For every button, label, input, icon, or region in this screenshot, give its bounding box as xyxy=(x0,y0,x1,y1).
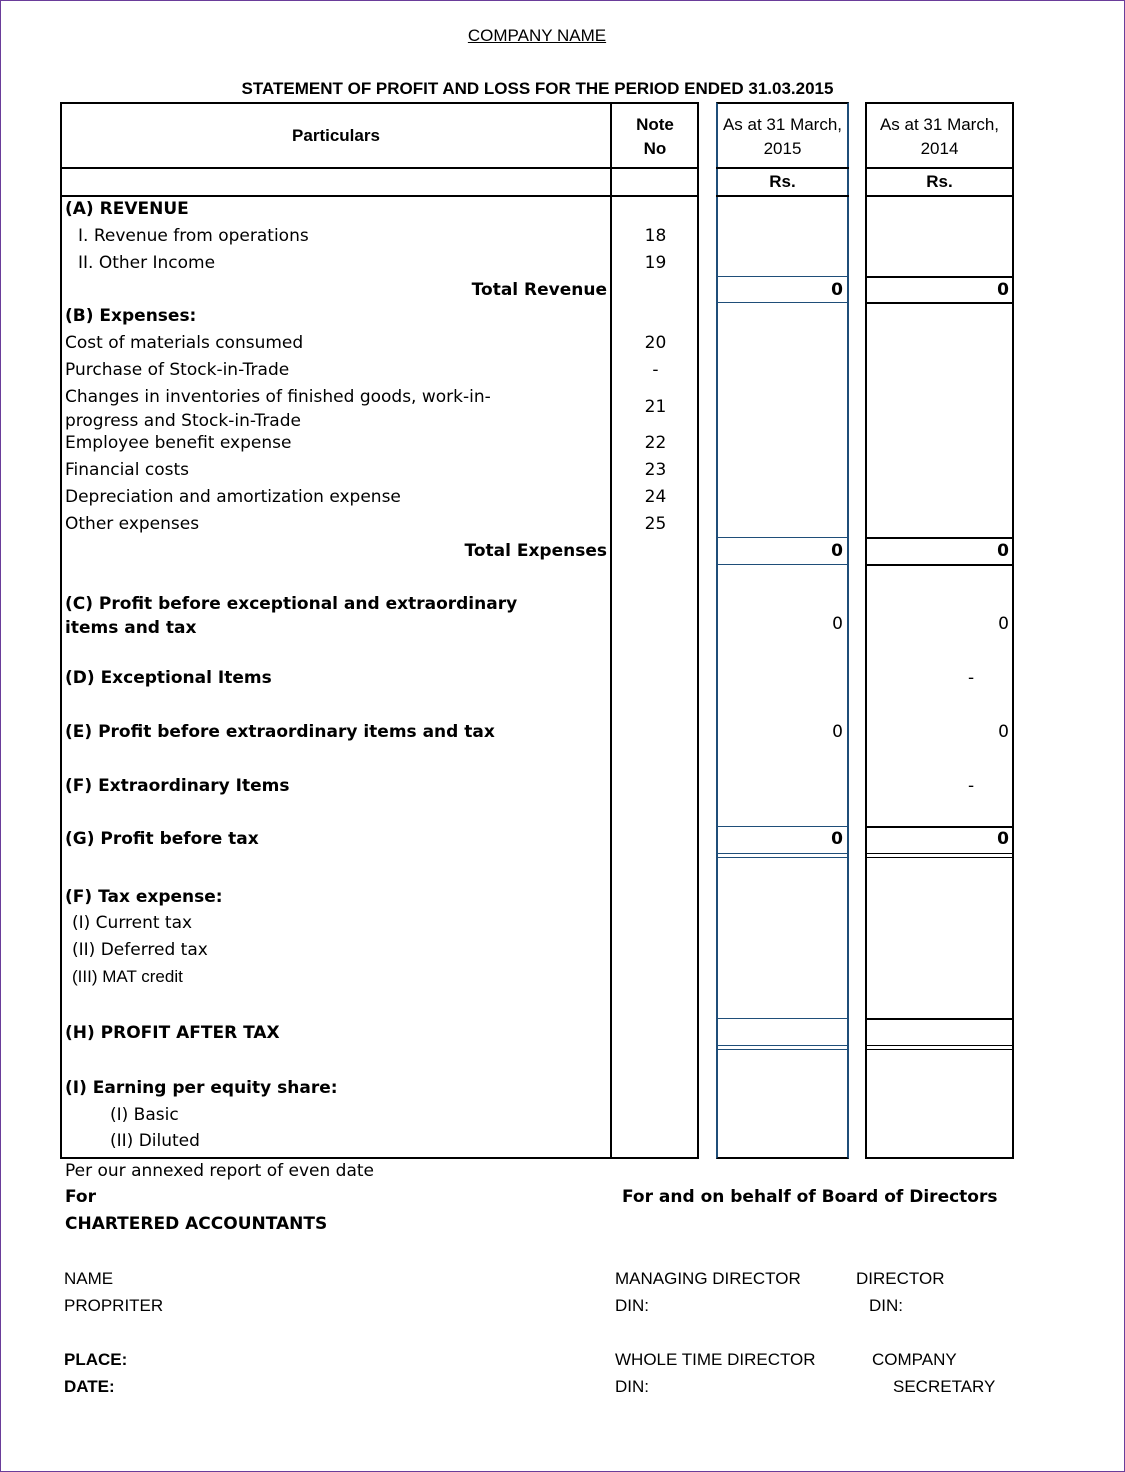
expense-item-note: 23 xyxy=(644,460,667,480)
col2014-header-divider xyxy=(865,167,1014,169)
expense-item-note: - xyxy=(652,360,659,380)
place-label: PLACE: xyxy=(64,1350,128,1369)
expense-item-label: Purchase of Stock-in-Trade xyxy=(65,360,290,380)
rs-divider xyxy=(60,195,699,197)
total-revenue-line-top-2014 xyxy=(865,276,1014,278)
pbt-line-top-2014 xyxy=(865,826,1014,828)
total-expenses-line-top-2015 xyxy=(716,537,849,538)
header-particulars: Particulars xyxy=(292,126,380,145)
secretary-label: SECRETARY xyxy=(893,1377,996,1396)
statement-title: STATEMENT OF PROFIT AND LOSS FOR THE PERIOD ENDED 31.03.2015 xyxy=(241,79,834,98)
revenue-heading: (A) REVENUE xyxy=(65,199,189,219)
pbt-line-bottom-2015 xyxy=(716,853,849,854)
header-col-2015: As at 31 March, 2015 xyxy=(722,115,843,158)
currency-2014: Rs. xyxy=(926,172,953,191)
pat-line-top-2015 xyxy=(716,1018,849,1019)
total-revenue-2014: 0 xyxy=(997,280,1009,300)
pat-line-double-2014 xyxy=(865,1049,1014,1050)
extraordinary-items-2014: - xyxy=(968,776,975,796)
profit-before-tax-label: (G) Profit before tax xyxy=(65,829,259,849)
extraordinary-items-label: (F) Extraordinary Items xyxy=(65,776,290,796)
tax-expense-heading: (F) Tax expense: xyxy=(65,887,223,907)
profit-before-exceptional-2015: 0 xyxy=(832,614,843,634)
exceptional-items-2014: - xyxy=(968,668,975,688)
director-label: DIRECTOR xyxy=(856,1269,945,1288)
profit-after-tax-label: (H) PROFIT AFTER TAX xyxy=(65,1023,280,1043)
whole-time-director-label: WHOLE TIME DIRECTOR xyxy=(615,1350,816,1369)
total-expenses-line-bottom-2015 xyxy=(716,564,849,565)
total-revenue-2015: 0 xyxy=(831,280,843,300)
expenses-heading: (B) Expenses: xyxy=(65,306,197,326)
expense-item-label: Cost of materials consumed xyxy=(65,333,304,353)
company-name: COMPANY NAME xyxy=(467,26,607,45)
din-label: DIN: xyxy=(615,1377,649,1396)
tax-item: (II) Deferred tax xyxy=(72,940,208,960)
for-label: For xyxy=(65,1187,96,1207)
profit-before-exceptional-label: (C) Profit before exceptional and extraordinary items and tax xyxy=(65,594,518,638)
expense-item-note: 22 xyxy=(644,433,667,453)
eps-item: (II) Diluted xyxy=(110,1131,200,1151)
col2015-header-divider xyxy=(716,167,849,169)
expense-item-label: Depreciation and amortization expense xyxy=(65,487,401,507)
pbt-line-double-2015 xyxy=(716,857,849,858)
profit-before-tax-2015: 0 xyxy=(831,829,843,849)
profit-before-exceptional-2014: 0 xyxy=(998,614,1009,634)
currency-2015: Rs. xyxy=(769,172,796,191)
profit-before-extraordinary-2015: 0 xyxy=(832,722,843,742)
header-note-no: Note No xyxy=(636,115,674,158)
annexed-report-note: Per our annexed report of even date xyxy=(65,1161,374,1181)
col2015-rs-divider xyxy=(716,195,849,197)
expense-item-note: 20 xyxy=(644,333,667,353)
expense-item-note: 25 xyxy=(644,514,667,534)
total-revenue-line-top-2015 xyxy=(716,276,849,277)
eps-heading: (I) Earning per equity share: xyxy=(65,1078,338,1098)
total-revenue-line-bottom-2015 xyxy=(716,302,849,303)
total-expenses-line-bottom-2014 xyxy=(865,564,1014,566)
company-label: COMPANY xyxy=(872,1350,957,1369)
tax-item: (I) Current tax xyxy=(72,913,193,933)
pat-line-bottom-2015 xyxy=(716,1045,849,1046)
profit-before-extraordinary-2014: 0 xyxy=(998,722,1009,742)
board-of-directors-label: For and on behalf of Board of Directors xyxy=(622,1187,998,1207)
header-col-2014: As at 31 March, 2014 xyxy=(879,115,1000,158)
pbt-line-double-2014 xyxy=(865,857,1014,858)
col2014-rs-divider xyxy=(865,195,1014,197)
expense-item-note: 21 xyxy=(644,397,667,417)
din-label: DIN: xyxy=(869,1296,903,1315)
signatory-proprieter: PROPRITER xyxy=(64,1296,164,1315)
pat-line-top-2014 xyxy=(865,1018,1014,1020)
managing-director-label: MANAGING DIRECTOR xyxy=(615,1269,801,1288)
revenue-item-note: 19 xyxy=(644,253,667,273)
total-revenue-line-bottom-2014 xyxy=(865,302,1014,304)
profit-before-extraordinary-label: (E) Profit before extraordinary items and tax xyxy=(65,722,495,742)
expense-item-note: 24 xyxy=(644,487,667,507)
total-expenses-line-top-2014 xyxy=(865,537,1014,539)
total-expenses-label: Total Expenses xyxy=(464,541,607,561)
pat-line-double-2015 xyxy=(716,1049,849,1050)
revenue-item-label: I. Revenue from operations xyxy=(78,226,309,246)
total-expenses-2014: 0 xyxy=(997,541,1009,561)
profit-before-tax-2014: 0 xyxy=(997,829,1009,849)
revenue-item-label: II. Other Income xyxy=(78,253,216,273)
expense-item-label: Financial costs xyxy=(65,460,189,480)
exceptional-items-label: (D) Exceptional Items xyxy=(65,668,272,688)
pbt-line-bottom-2014 xyxy=(865,853,1014,854)
tax-item: (III) MAT credit xyxy=(72,967,183,986)
expense-item-label: Other expenses xyxy=(65,514,200,534)
eps-item: (I) Basic xyxy=(110,1105,179,1125)
expense-item-label: Employee benefit expense xyxy=(65,433,292,453)
signatory-name: NAME xyxy=(64,1269,114,1288)
chartered-accountants-label: CHARTERED ACCOUNTANTS xyxy=(65,1214,328,1234)
pat-line-bottom-2014 xyxy=(865,1045,1014,1046)
pbt-line-top-2015 xyxy=(716,826,849,827)
header-divider xyxy=(60,167,699,169)
total-revenue-label: Total Revenue xyxy=(471,280,607,300)
revenue-item-note: 18 xyxy=(644,226,667,246)
din-label: DIN: xyxy=(615,1296,649,1315)
date-label: DATE: xyxy=(64,1377,115,1396)
total-expenses-2015: 0 xyxy=(831,541,843,561)
expense-item-label: Changes in inventories of finished goods, work-in-progress and Stock-in-Trade xyxy=(65,387,491,431)
